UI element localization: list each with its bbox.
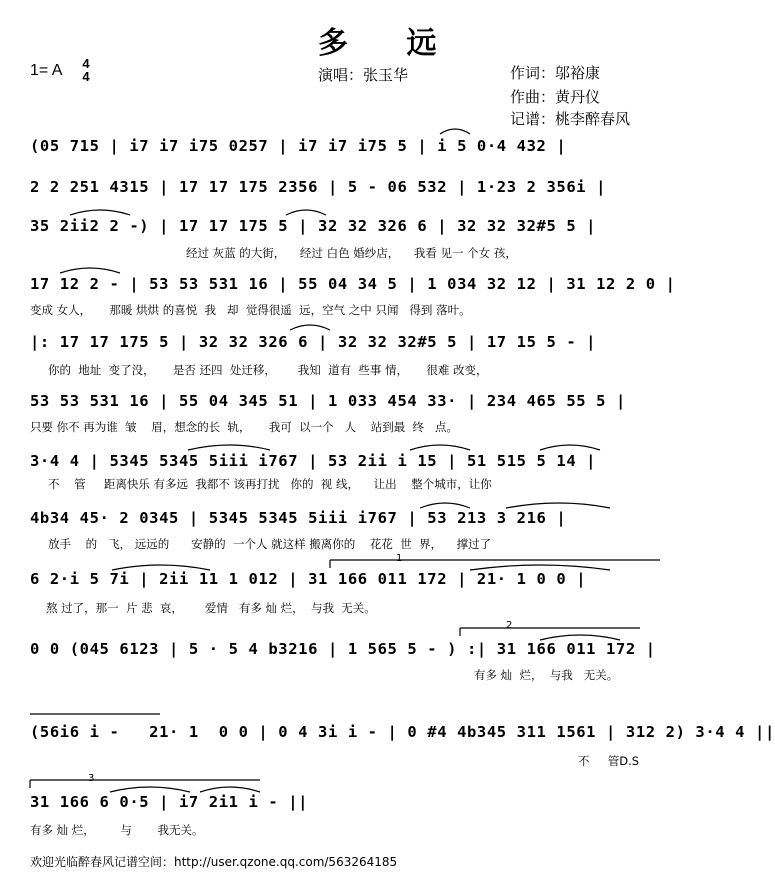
- lyric-line: 不 管 距离快乐 有多远 我都不 该再打扰 你的 视 线， 让出 整个城市，让你: [48, 477, 492, 491]
- slur: [540, 445, 600, 450]
- score-line: 3·4 4 | 5345 5345 5iii i767 | 53 2ii i 15 | 51 515 5 14 |: [30, 452, 597, 470]
- slur: [440, 129, 470, 134]
- slur: [188, 445, 270, 450]
- lyric-line: 放手 的 飞， 远远的 安静的 一个人 就这样 搬离你的 花花 世 界， 撑过了: [48, 537, 492, 551]
- score-line: 6 2·i 5 7i | 2ii 11 1 012 | 31 166 011 172 | 21· 1 0 0 |: [30, 570, 587, 588]
- slur: [470, 565, 610, 570]
- key-signature: 1= A: [30, 62, 63, 79]
- lyric-line: 熬 过了，那一 片 悲 哀， 爱情 有多 灿 烂， 与我 无关。: [46, 601, 376, 615]
- singer-credit: 演唱：张玉华: [318, 66, 409, 84]
- lyricist-credit: 作词：邬裕康: [510, 64, 601, 82]
- lyric-line: 你的 地址 变了没， 是否 还四 处迁移， 我知 道有 些事 情， 很难 改变，: [48, 363, 488, 377]
- slur: [410, 445, 470, 450]
- volta-2-label: 2: [506, 620, 513, 631]
- score-line: 53 53 531 16 | 55 04 345 51 | 1 033 454 33· | 234 465 55 5 |: [30, 392, 626, 410]
- transcriber-credit: 记谱：桃李醉春风: [510, 110, 631, 128]
- slur: [286, 210, 326, 215]
- volta-3-label: 3: [88, 773, 95, 784]
- score-line: 4b34 45· 2 0345 | 5345 5345 5iii i767 | 53 213 3 216 |: [30, 509, 567, 527]
- score-line: (05 715 | i7 i7 i75 0257 | i7 i7 i75 5 | i 5 0·4 432 |: [30, 137, 567, 155]
- lyric-line: 不 管D.S: [578, 754, 640, 768]
- volta-1-label: 1: [396, 553, 403, 564]
- slur: [200, 787, 260, 792]
- song-title: 多 远: [318, 26, 461, 61]
- slur: [112, 565, 210, 570]
- slur: [60, 268, 120, 273]
- lyric-line: 经过 灰蓝 的大街， 经过 白色 婚纱店， 我看 见一 个女 孩，: [186, 246, 517, 260]
- slur: [506, 503, 610, 508]
- score-line: 31 166 6 0·5 | i7 2i1 i - ||: [30, 793, 309, 811]
- lyric-line: 只要 你不 再为谁 皱 眉，想念的长 轨， 我可 以一个 人 站到最 终 点。: [30, 420, 459, 434]
- time-signature-top: 4: [82, 56, 90, 71]
- score-line: 0 0 (045 6123 | 5 · 5 4 b3216 | 1 565 5 - ) :| 31 166 011 172 |: [30, 640, 656, 658]
- slur: [420, 503, 470, 508]
- lyric-line: 有多 灿 烂， 与我 无关。: [474, 668, 619, 682]
- slur: [110, 787, 190, 792]
- lyric-line: 有多 灿 烂， 与 我无关。: [30, 823, 204, 837]
- composer-credit: 作曲：黄丹仪: [510, 88, 601, 106]
- slur: [290, 325, 330, 330]
- score-line: 35 2ii2 2 -) | 17 17 175 5 | 32 32 326 6 | 32 32 32#5 5 |: [30, 217, 597, 235]
- time-signature-bottom: 4: [82, 69, 90, 84]
- footer-note: 欢迎光临醉春风记谱空间：http://user.qzone.qq.com/563264185: [30, 855, 398, 869]
- score-line: 17 12 2 - | 53 53 531 16 | 55 04 34 5 | 1 034 32 12 | 31 12 2 0 |: [30, 275, 676, 293]
- score-line: |: 17 17 175 5 | 32 32 326 6 | 32 32 32#5 5 | 17 15 5 - |: [30, 333, 597, 351]
- lyric-line: 变成 女人， 那暖 烘烘 的喜悦 我 却 觉得很遥 远，空气 之中 只闻 得到 落叶。: [30, 303, 471, 317]
- score-line: 2 2 251 4315 | 17 17 175 2356 | 5 - 06 532 | 1·23 2 356i |: [30, 178, 607, 196]
- slur: [540, 635, 620, 640]
- slur: [70, 210, 130, 215]
- score-line: (56i6 i - 21· 1 0 0 | 0 4 3i i - | 0 #4 4b345 311 1561 | 312 2) 3·4 4 ||: [30, 723, 775, 741]
